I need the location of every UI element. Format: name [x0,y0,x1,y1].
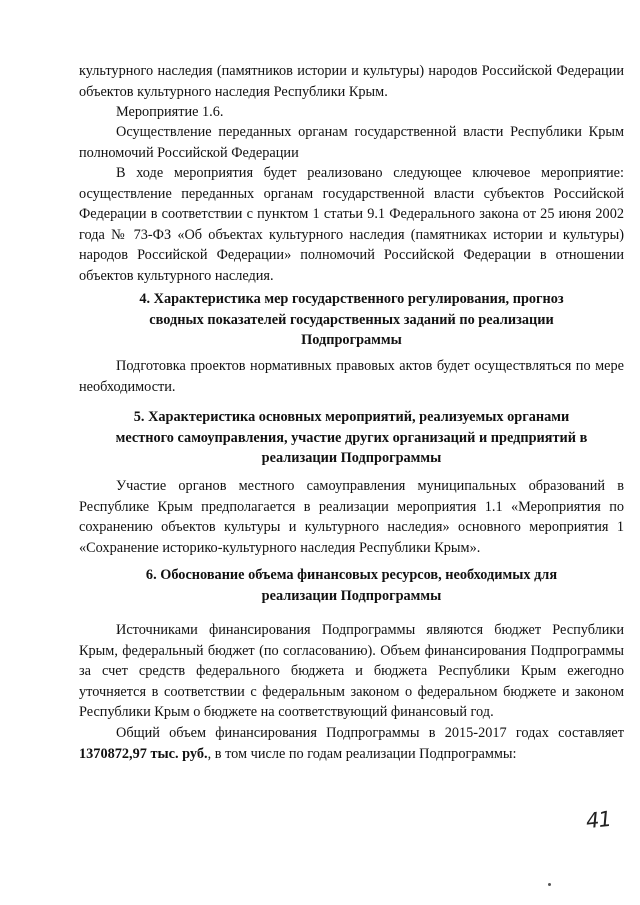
paragraph-measure-1-6-label: Мероприятие 1.6. [116,104,224,120]
section-5-heading-line-2: местного самоуправления, участие других организаций и предприятий в [115,429,588,446]
total-funding-text-after: , в том числе по годам реализации Подпрограммы: [207,745,517,762]
total-funding-text-before: Общий объем финансирования Подпрограммы в 2015-2017 годах составляет [116,725,624,741]
section-6-heading-line-2: реализации Подпрограммы [261,587,442,604]
section-5-heading-line-3: реализации Подпрограммы [261,450,442,466]
paragraph-funding-sources: Источниками финансирования Подпрограммы являются бюджет Республики Крым, федеральный бюджет (по согласованию). Объем финансирования Подпрограммы за счет средств федерального бюджета и бюджета Республики Крым ежегодно уточняется в соответствии с федеральным законом о федеральном бюджете и законом Республики Крым о бюджете на соответствующий финансовый год. [79,622,624,720]
section-4-heading [79,289,624,351]
total-funding-amount: 1370872,97 тыс. руб. [79,745,208,762]
paragraph-heritage-end: культурного наследия (памятников истории и культуры) народов Российской Федерации объектов культурного наследия Республики Крым. [79,63,624,100]
section-4-heading-line-3: Подпрограммы [301,332,402,348]
paragraph-local-government: Участие органов местного самоуправления муниципальных образований в Республике Крым предполагается в реализации мероприятия 1.1 «Мероприятия по сохранению объектов культуры и культурного наследия» основного мероприятия 1 «Сохранение историко-культурного наследия Республики Крым». [79,478,624,556]
paragraph-measure-1-6-description: В ходе мероприятия будет реализовано следующее ключевое мероприятие: осуществление переданных органам государственной власти субъектов Российской Федерации в соответствии с пунктом 1 статьи 9.1 Федерального закона от 25 июня 2002 года № 73-ФЗ «Об объектах культурного наследия (памятниках истории и культуры) народов Российской Федерации» полномочий Российской Федерации в отношении объектов культурного наследия. [79,165,624,284]
scan-speck [548,883,551,886]
section-6-heading [79,565,624,606]
section-6-heading-line-1: 6. Обоснование объема финансовых ресурсов, необходимых для [145,567,558,583]
section-4-heading-line-2: сводных показателей государственных заданий по реализации [149,311,554,328]
paragraph-total-funding [79,723,624,764]
paragraph-measure-1-6-title: Осуществление переданных органам государственной власти Республики Крым полномочий Российской Федерации [79,124,624,161]
paragraph-legal-acts: Подготовка проектов нормативных правовых актов будет осуществляться по мере необходимости. [79,358,624,395]
section-5-heading [79,407,624,469]
section-4-heading-line-1: 4. Характеристика мер государственного регулирования, прогноз [139,291,564,307]
page-number: 41 [584,806,612,834]
section-5-heading-line-1: 5. Характеристика основных мероприятий, реализуемых органами [133,409,570,425]
